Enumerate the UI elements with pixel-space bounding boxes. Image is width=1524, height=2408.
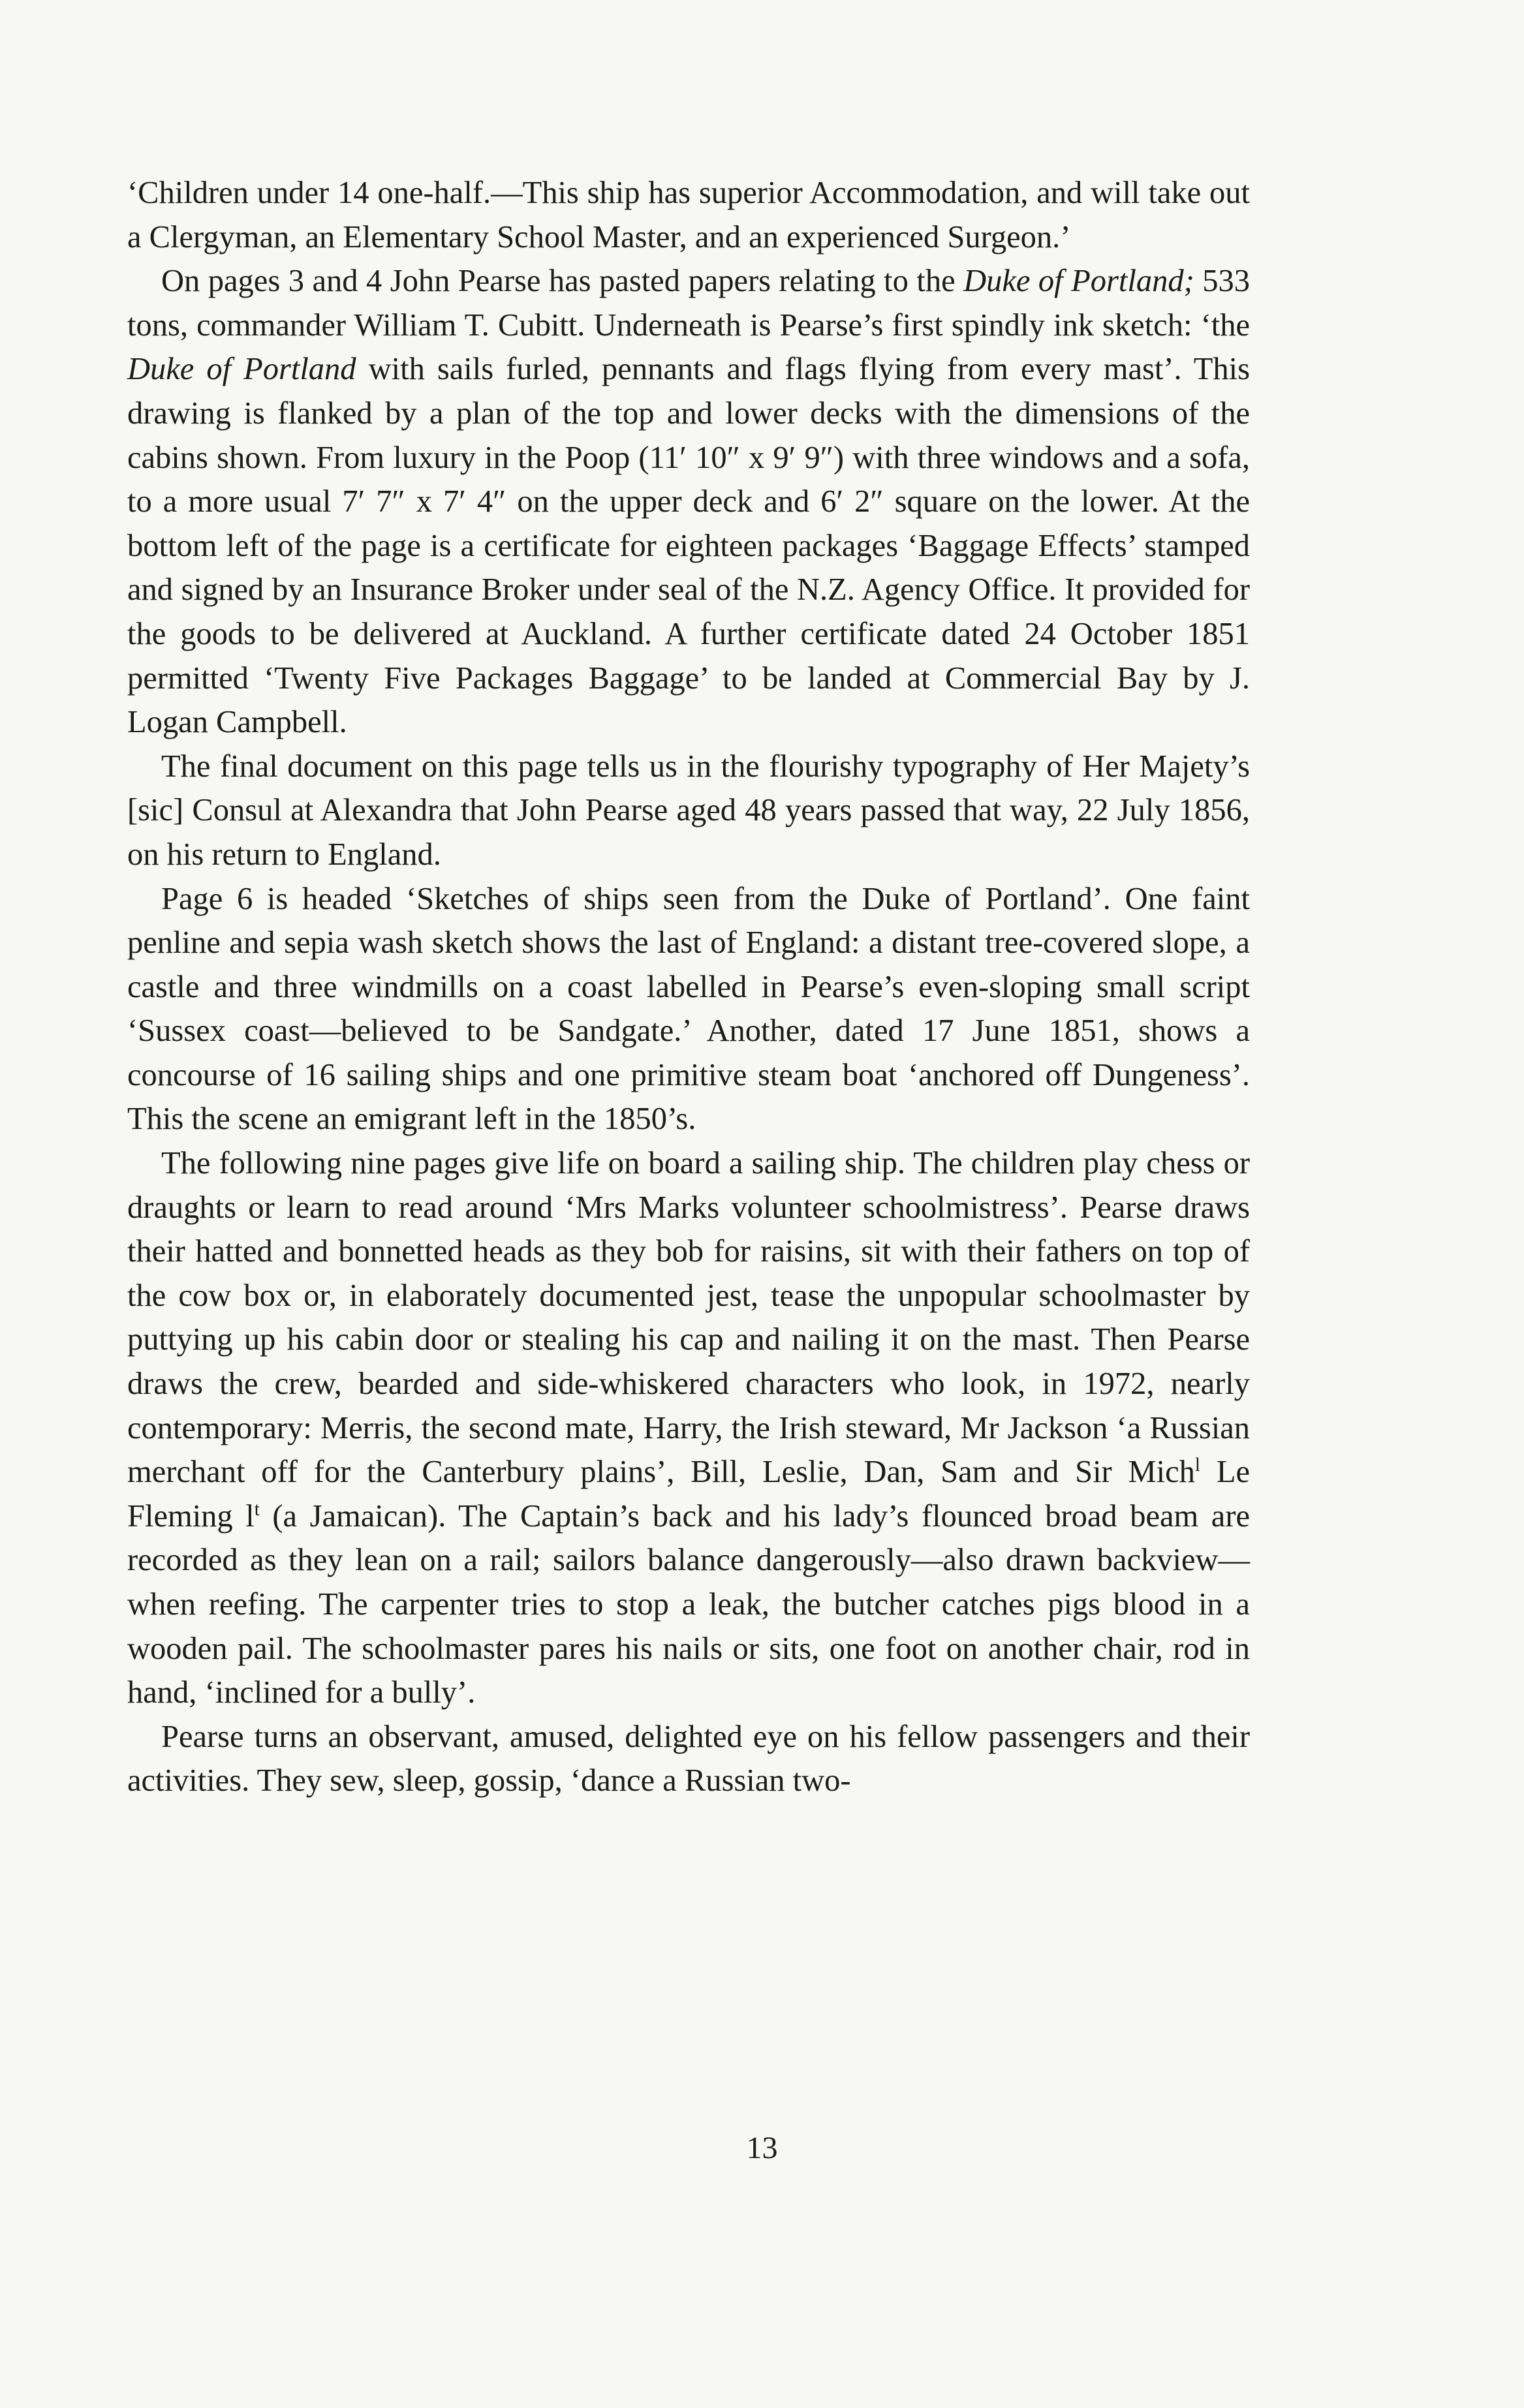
paragraph bbox=[127, 1715, 1250, 1803]
superscript-text: t bbox=[254, 1498, 260, 1520]
paragraph bbox=[127, 1141, 1250, 1715]
text-run: (a Jamaican). The Captain’s back and his lady’s flounced broad beam are recorded as they lean on a rail; sailors balance dangerously—also drawn backview—when reefing. The carpenter tries to stop a leak, the butcher catches pigs blood in a wooden pail. The schoolmaster pares his nails or sits, one foot on another chair, rod in hand, ‘inclined for a bully’. bbox=[127, 1498, 1250, 1710]
paragraph bbox=[127, 171, 1250, 259]
text-run: Pearse turns an observant, amused, delighted eye on his fellow passengers and their activities. They sew, sleep, gossip, ‘dance a Russian two- bbox=[127, 1719, 1250, 1798]
text-run: Page 6 is headed ‘Sketches of ships seen from the Duke of Portland’. One faint penline and sepia wash sketch shows the last of England: a distant tree-covered slope, a castle and three windmills on a coast labelled in Pearse’s even-sloping small script ‘Sussex coast—believed to be Sandgate.’ Another, dated 17 June 1851, shows a concourse of 16 sailing ships and one primitive steam boat ‘anchored off Dungeness’. This the scene an emigrant left in the 1850’s. bbox=[127, 881, 1250, 1137]
italic-text: Duke of Portland; bbox=[963, 264, 1194, 299]
body-text bbox=[127, 171, 1250, 1803]
paragraph bbox=[127, 877, 1250, 1142]
text-run: The final document on this page tells us in the flourishy typography of Her Majety’s [sic] Consul at Alexandra that John Pearse aged 48 years passed that way, 22 July 1856, on his return to England. bbox=[127, 749, 1250, 872]
superscript-text: l bbox=[1194, 1455, 1200, 1476]
text-run: Le Fleming l bbox=[127, 1455, 1250, 1534]
paragraph bbox=[127, 745, 1250, 877]
page-number: 13 bbox=[746, 2131, 778, 2165]
italic-text: Duke of Portland bbox=[127, 352, 356, 387]
paragraph bbox=[127, 259, 1250, 745]
text-run: On pages 3 and 4 John Pearse has pasted papers relating to the bbox=[161, 264, 964, 299]
text-run: ‘Children under 14 one-half.—This ship has superior Accommodation, and will take out a Clergyman, an Elementary School Master, and an experienced Surgeon.’ bbox=[127, 176, 1250, 255]
text-run: The following nine pages give life on board a sailing ship. The children play chess or draughts or learn to read around ‘Mrs Marks volunteer schoolmistress’. Pearse draws their hatted and bonnetted heads as they bob for raisins, sit with their fathers on top of the cow box or, in elaborately documented jest, tease the unpopular schoolmaster by puttying up his cabin door or stealing his cap and nailing it on the mast. Then Pearse draws the crew, bearded and side-whiskered characters who look, in 1972, nearly contemporary: Merris, the second mate, Harry, the Irish steward, Mr Jackson ‘a Russian merchant off for the Canterbury plains’, Bill, Leslie, Dan, Sam and Sir Mich bbox=[127, 1146, 1250, 1490]
text-run: 533 tons, commander William T. Cubitt. Underneath is Pearse’s first spindly ink sketch: ‘the bbox=[127, 264, 1251, 343]
text-run: with sails furled, pennants and flags flying from every mast’. This drawing is flanked by a plan of the top and lower decks with the dimensions of the cabins shown. From luxury in the Poop (11′ 10″ x 9′ 9″) with three windows and a sofa, to a more usual 7′ 7″ x 7′ 4″ on the upper deck and 6′ 2″ square on the lower. At the bottom left of the page is a certificate for eighteen packages ‘Baggage Effects’ stamped and signed by an Insurance Broker under seal of the N.Z. Agency Office. It provided for the goods to be delivered at Auckland. A further certificate dated 24 October 1851 permitted ‘Twenty Five Packages Baggage’ to be landed at Commercial Bay by J. Logan Campbell. bbox=[127, 352, 1250, 740]
